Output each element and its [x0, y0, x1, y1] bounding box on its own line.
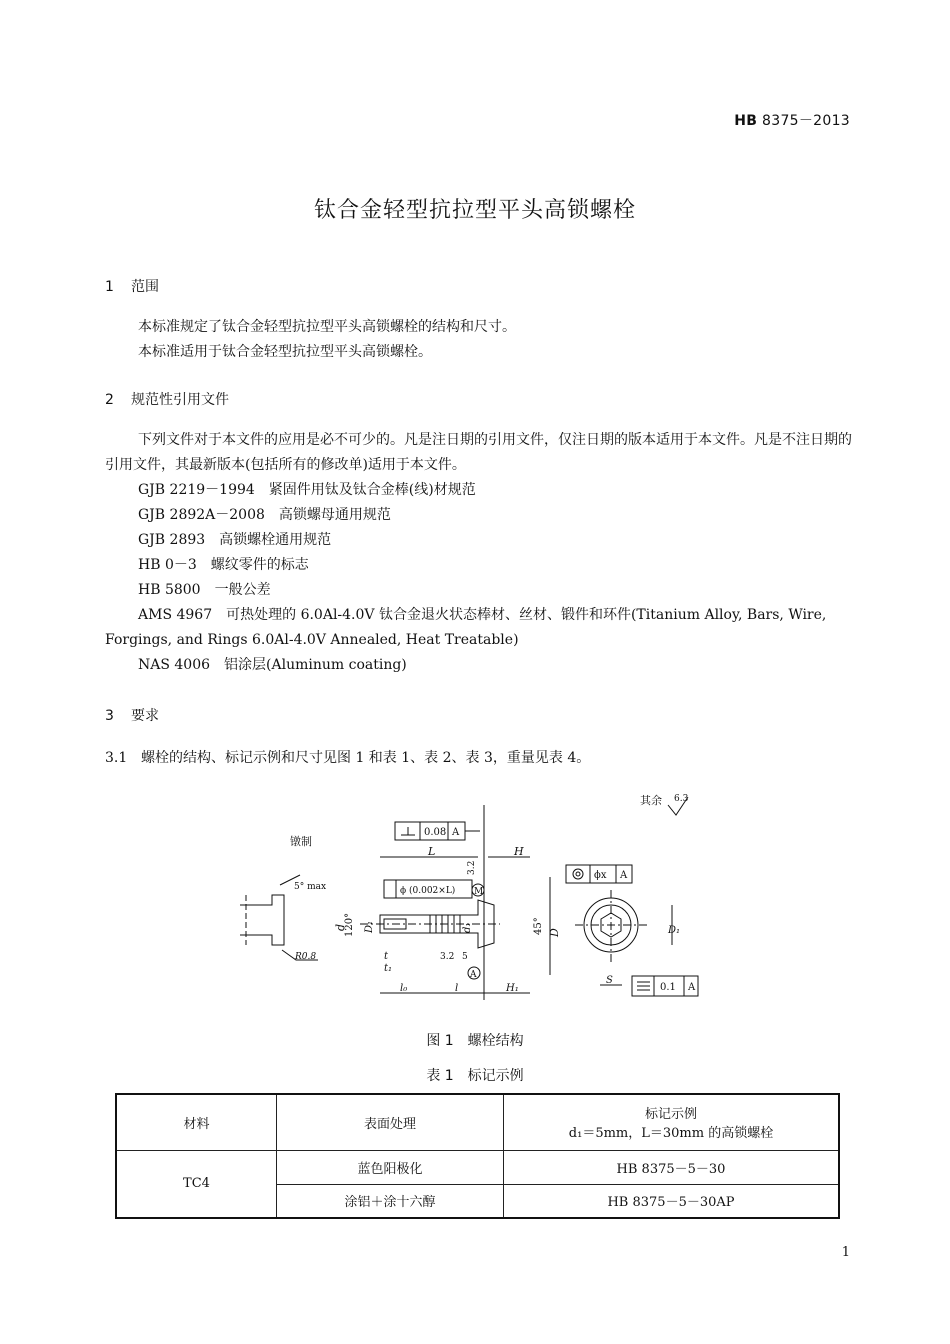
bolt-body: [360, 900, 500, 948]
bolt-structure-figure: [0, 785, 950, 1015]
roughness-label: 其余: [640, 794, 662, 807]
svg-text:t: t: [384, 951, 389, 962]
svg-text:A: A: [620, 870, 628, 881]
reference-item: GJB 2892A－2008 高锁螺母通用规范: [138, 507, 391, 523]
reference-item: AMS 4967 可热处理的 6.0Al-4.0V 钛合金退火状态棒材、丝材、锻件和环件(Titanium Alloy, Bars, Wire, Forgings, and Rings 6.0Al-4.0V Annealed, Heat Treatable): [105, 607, 827, 648]
figure-caption: 图 1 螺栓结构: [426, 1033, 524, 1049]
svg-text:d₁: d₁: [462, 922, 473, 933]
forged-label: 镦制: [290, 835, 312, 848]
svg-text:M: M: [474, 887, 484, 897]
head-detail-view: [240, 875, 326, 962]
section-1-heading: 1 范围: [105, 279, 159, 295]
surface-cell: 蓝色阳极化: [277, 1150, 504, 1184]
reference-list: [105, 478, 853, 678]
reference-item: HB 0－3 螺纹零件的标志: [138, 557, 309, 573]
svg-text:3.2: 3.2: [467, 860, 477, 875]
section-3-1-text: 3.1 螺栓的结构、标记示例和尺寸见图 1 和表 1、表 2、表 3，重量见表 4。: [105, 750, 591, 766]
svg-text:D: D: [548, 928, 561, 937]
header-material: 材料: [116, 1094, 277, 1150]
page-title: 钛合金轻型抗拉型平头高锁螺栓: [313, 198, 636, 223]
page-number: 1: [841, 1245, 850, 1260]
bolt-end-view: [575, 890, 650, 963]
svg-text:A: A: [470, 970, 477, 980]
table-header-row: [116, 1094, 839, 1150]
reference-item: NAS 4006 铝涂层(Aluminum coating): [138, 657, 407, 673]
svg-text:S: S: [606, 975, 613, 986]
marking-example-table: [115, 1093, 840, 1219]
svg-text:l: l: [455, 983, 459, 994]
svg-text:A: A: [452, 827, 460, 838]
concentricity-frame: [566, 865, 632, 883]
svg-text:L: L: [428, 845, 436, 858]
roughness-value: 6.3: [674, 794, 689, 804]
header-surface: 表面处理: [277, 1094, 504, 1150]
concentric-icon: [573, 869, 583, 879]
svg-text:H₁: H₁: [506, 983, 519, 994]
section-3-heading: 3 要求: [105, 708, 159, 724]
standard-code: HB 8375－2013: [734, 113, 850, 129]
svg-text:5° max: 5° max: [294, 882, 327, 892]
surface-cell: 涂铝＋涂十六醇: [277, 1184, 504, 1218]
reference-item: HB 5800 一般公差: [138, 582, 271, 598]
section-1-text: 本标准规定了钛合金轻型抗拉型平头高锁螺栓的结构和尺寸。 本标准适用于钛合金轻型抗拉型平头高锁螺栓。: [138, 319, 516, 360]
symmetry-frame: [632, 976, 698, 996]
svg-text:D₁: D₁: [668, 925, 681, 936]
svg-text:0.1: 0.1: [660, 982, 676, 993]
section-2-heading: 2 规范性引用文件: [105, 392, 229, 408]
svg-text:A: A: [688, 982, 696, 993]
table-row: [116, 1150, 839, 1184]
mark-cell: HB 8375－5－30AP: [504, 1184, 840, 1218]
mark-cell: HB 8375－5－30: [504, 1150, 840, 1184]
perpendicularity-frame: [395, 822, 480, 840]
svg-text:45°: 45°: [533, 917, 544, 935]
perpendicular-icon: [401, 827, 415, 835]
header-mark: 标记示例 d₁＝5mm，L＝30mm 的高锁螺栓: [504, 1094, 840, 1150]
reference-item: GJB 2219－1994 紧固件用钛及钛合金棒(线)材规范: [138, 482, 476, 498]
svg-text:D₁: D₁: [364, 920, 375, 933]
reference-item: GJB 2893 高锁螺栓通用规范: [138, 532, 332, 548]
svg-text:d: d: [334, 923, 347, 931]
table-caption: 表 1 标记示例: [426, 1068, 524, 1084]
material-cell: TC4: [116, 1150, 277, 1218]
position-tolerance-frame: [384, 880, 484, 898]
svg-text:ϕ (0.002×L): ϕ (0.002×L): [400, 886, 456, 896]
svg-text:t₁: t₁: [384, 963, 393, 974]
svg-text:120°: 120°: [344, 912, 355, 937]
section-2-intro: 下列文件对于本文件的应用是必不可少的。凡是注日期的引用文件，仅注日期的版本适用于本文件。凡是不注日期的引用文件，其最新版本(包括所有的修改单)适用于本文件。: [105, 432, 852, 473]
svg-text:R0.8: R0.8: [295, 952, 317, 962]
svg-text:0.08: 0.08: [424, 827, 447, 838]
svg-text:ϕx: ϕx: [594, 870, 607, 881]
svg-text:H: H: [514, 845, 524, 858]
svg-text:5: 5: [462, 952, 468, 962]
symmetry-icon: [637, 982, 650, 990]
svg-text:l₀: l₀: [400, 983, 408, 994]
svg-text:3.2: 3.2: [440, 952, 455, 962]
